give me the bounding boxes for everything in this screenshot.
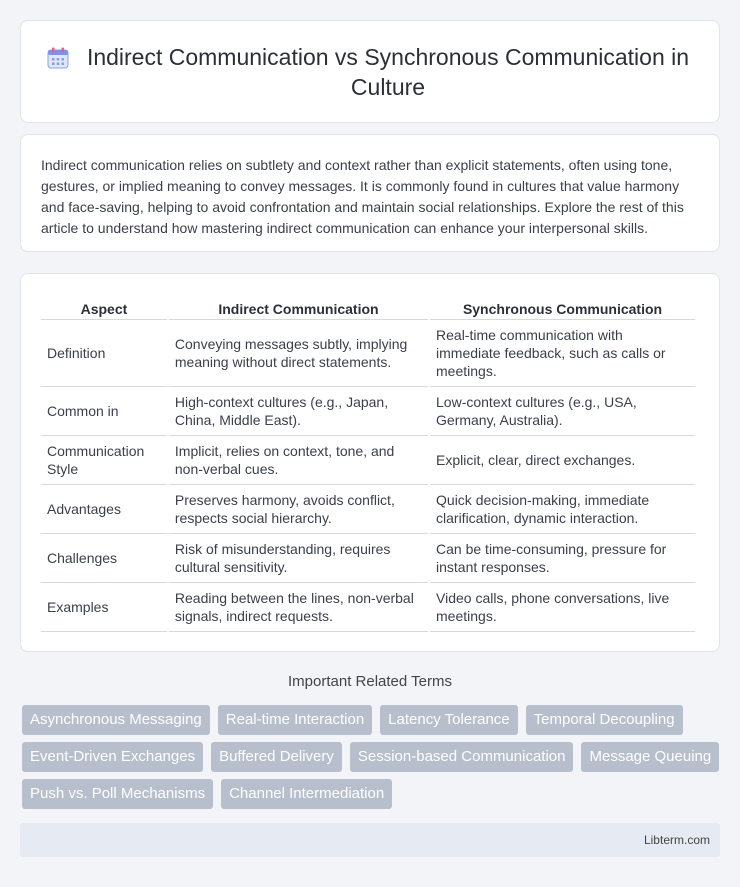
related-terms-list	[22, 705, 722, 809]
table-row	[41, 534, 695, 583]
row-synchronous: Low-context cultures (e.g., USA, Germany, Australia).	[430, 387, 695, 436]
row-indirect: Conveying messages subtly, implying meaning without direct statements.	[169, 320, 428, 387]
footer	[20, 823, 720, 857]
related-term-tag[interactable]: Message Queuing	[581, 742, 719, 772]
row-indirect: Implicit, relies on context, tone, and non-verbal cues.	[169, 436, 428, 485]
related-term-tag[interactable]: Event-Driven Exchanges	[22, 742, 203, 772]
related-term-tag[interactable]: Push vs. Poll Mechanisms	[22, 779, 213, 809]
row-synchronous: Quick decision-making, immediate clarification, dynamic interaction.	[430, 485, 695, 534]
row-aspect: Communication Style	[41, 436, 167, 485]
header-indirect: Indirect Communication	[169, 294, 428, 320]
row-synchronous: Video calls, phone conversations, live meetings.	[430, 583, 695, 632]
table-row	[41, 485, 695, 534]
row-synchronous: Real-time communication with immediate feedback, such as calls or meetings.	[430, 320, 695, 387]
comparison-table	[39, 294, 697, 632]
related-term-tag[interactable]: Buffered Delivery	[211, 742, 342, 772]
related-term-tag[interactable]: Channel Intermediation	[221, 779, 392, 809]
row-aspect: Common in	[41, 387, 167, 436]
row-synchronous: Explicit, clear, direct exchanges.	[430, 436, 695, 485]
related-term-tag[interactable]: Real-time Interaction	[218, 705, 372, 735]
table-row	[41, 436, 695, 485]
footer-site-link[interactable]: Libterm.com	[643, 833, 710, 847]
table-header-row	[41, 294, 695, 320]
related-terms-heading: Important Related Terms	[288, 673, 452, 690]
intro-paragraph: Indirect communication relies on subtlety and context rather than explicit statements, often using tone, gestures, or implied meaning to convey messages. It is commonly found in cultures that value harmony and face-saving, helping to avoid confrontation and maintain social relationships. Explore the rest of this article to understand how mastering indirect communication can enhance your interpersonal skills.	[41, 157, 684, 236]
header-synchronous: Synchronous Communication	[430, 294, 695, 320]
related-term-tag[interactable]: Asynchronous Messaging	[22, 705, 210, 735]
table-row	[41, 387, 695, 436]
header-aspect: Aspect	[41, 294, 167, 320]
row-synchronous: Can be time-consuming, pressure for instant responses.	[430, 534, 695, 583]
related-term-tag[interactable]: Temporal Decoupling	[526, 705, 683, 735]
intro-card	[20, 134, 720, 252]
row-aspect: Definition	[41, 320, 167, 387]
row-aspect: Advantages	[41, 485, 167, 534]
comparison-table-card	[20, 273, 720, 652]
row-aspect: Challenges	[41, 534, 167, 583]
row-indirect: Preserves harmony, avoids conflict, respects social hierarchy.	[169, 485, 428, 534]
row-indirect: Reading between the lines, non-verbal signals, indirect requests.	[169, 583, 428, 632]
related-term-tag[interactable]: Session-based Communication	[350, 742, 574, 772]
table-row	[41, 583, 695, 632]
table-row	[41, 320, 695, 387]
row-indirect: Risk of misunderstanding, requires cultural sensitivity.	[169, 534, 428, 583]
related-term-tag[interactable]: Latency Tolerance	[380, 705, 517, 735]
page-title: Indirect Communication vs Synchronous Communication in Culture	[86, 43, 690, 100]
row-aspect: Examples	[41, 583, 167, 632]
title-card	[20, 20, 720, 123]
row-indirect: High-context cultures (e.g., Japan, China, Middle East).	[169, 387, 428, 436]
